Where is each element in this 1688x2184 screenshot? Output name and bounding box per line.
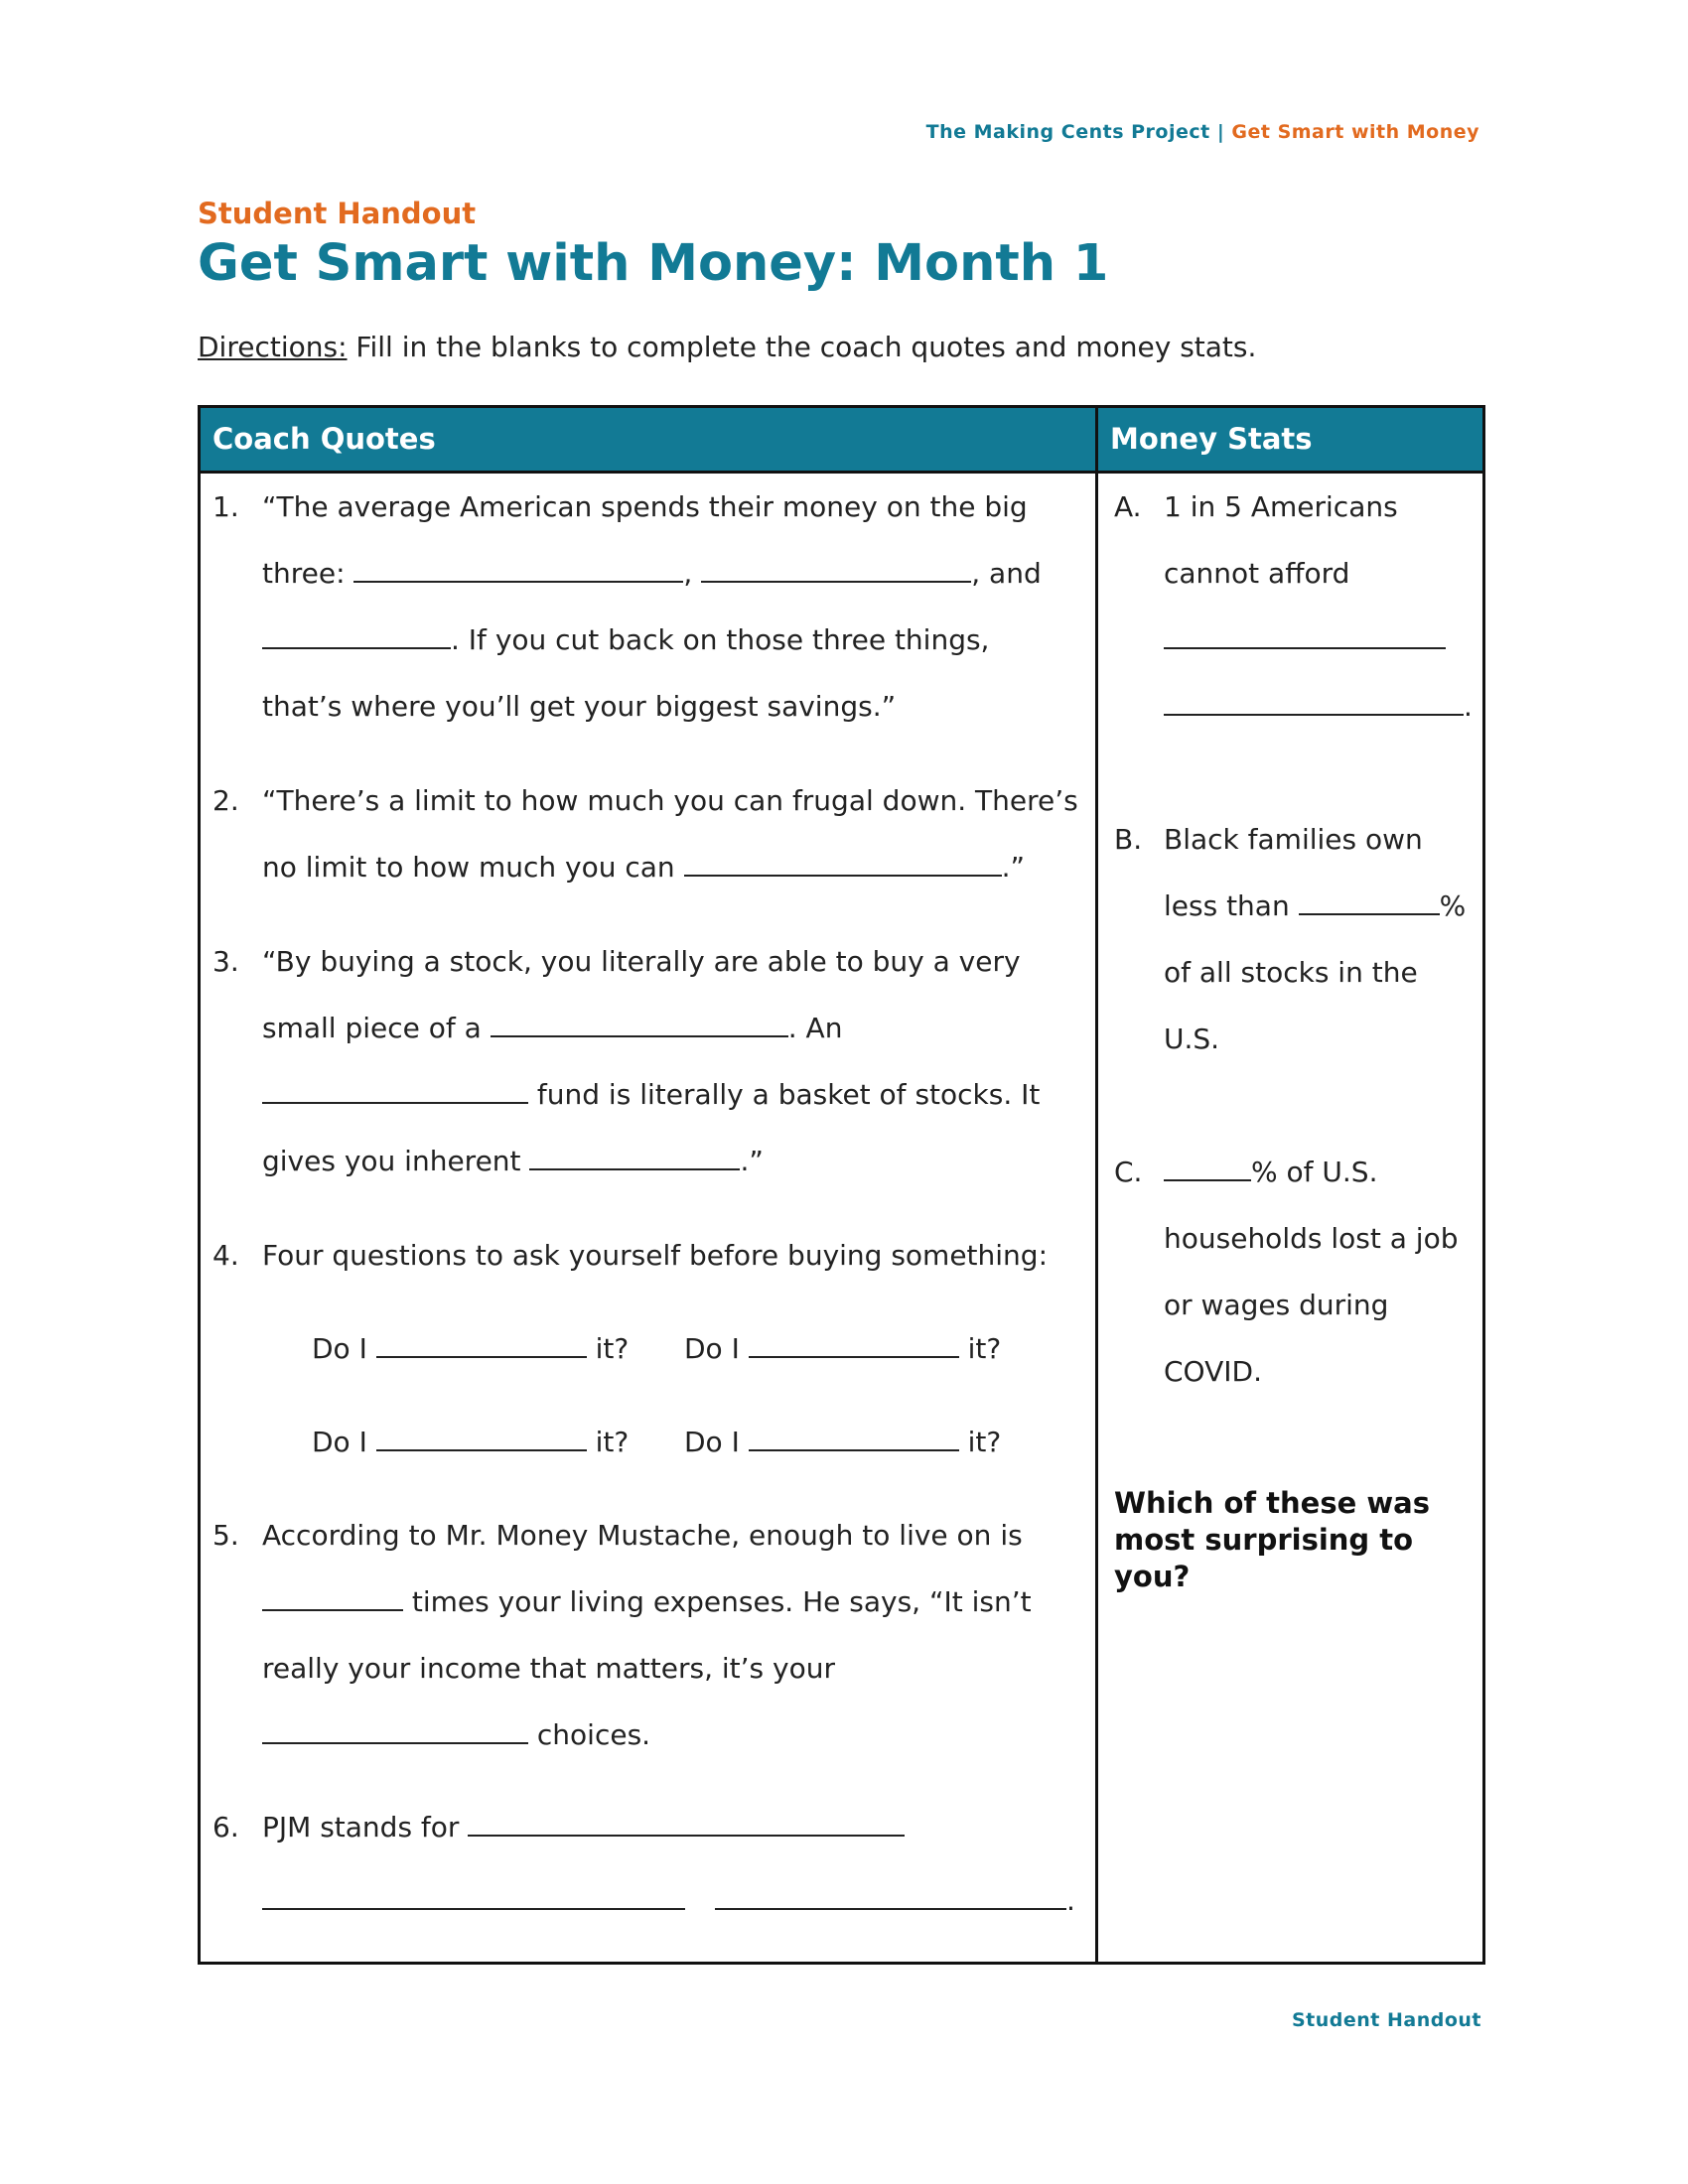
column-divider xyxy=(1095,408,1098,1962)
quote-text: it? xyxy=(958,1332,1002,1365)
stat-line: households lost a job xyxy=(1164,1222,1459,1255)
stat-line: Black families own xyxy=(1164,823,1423,856)
quote-line: “By buying a stock, you literally are able to buy a very xyxy=(262,945,1021,978)
fill-blank[interactable] xyxy=(1299,889,1440,915)
quote-text: three: xyxy=(262,557,354,590)
quote-number: 5. xyxy=(212,1519,239,1552)
quote-line xyxy=(262,1128,764,1194)
worksheet-table xyxy=(198,405,1485,1965)
fill-blank[interactable] xyxy=(701,557,971,583)
fill-blank[interactable] xyxy=(262,1718,528,1744)
quote-line: “There’s a limit to how much you can frugal down. There’s xyxy=(262,784,1078,817)
page-footer: Student Handout xyxy=(1291,2009,1481,2031)
quote-text: fund is literally a basket of stocks. It xyxy=(528,1078,1041,1111)
fill-blank[interactable] xyxy=(262,623,451,649)
fill-blank[interactable] xyxy=(376,1332,587,1358)
handout-label: Student Handout xyxy=(198,197,477,230)
quote-text: , and xyxy=(971,557,1042,590)
fill-blank[interactable] xyxy=(529,1145,740,1170)
stat-line: U.S. xyxy=(1164,1023,1220,1055)
table-header-row xyxy=(201,408,1482,474)
quote-text: it? xyxy=(586,1426,630,1458)
quote-text: .” xyxy=(740,1145,764,1177)
quote-number: 6. xyxy=(212,1811,239,1843)
coach-quotes-header: Coach Quotes xyxy=(212,422,436,456)
page-header xyxy=(926,121,1479,143)
quote-text: gives you inherent xyxy=(262,1145,530,1177)
directions-label: Directions: xyxy=(198,331,348,363)
stat-line: or wages during xyxy=(1164,1289,1389,1321)
quote-line xyxy=(262,995,842,1061)
directions-text: Fill in the blanks to complete the coach quotes and money stats. xyxy=(347,331,1257,363)
quote-number: 3. xyxy=(212,945,239,978)
quote-text: choices. xyxy=(528,1718,651,1751)
page-title: Get Smart with Money: Month 1 xyxy=(198,234,1109,293)
quote-line: that’s where you’ll get your biggest savings.” xyxy=(262,690,897,723)
quote-text: . xyxy=(1066,1884,1075,1917)
fill-blank[interactable] xyxy=(749,1426,959,1451)
quote-number: 1. xyxy=(212,490,239,523)
question-line xyxy=(684,1315,1001,1382)
fill-blank[interactable] xyxy=(1164,690,1464,716)
directions xyxy=(198,331,1256,363)
quote-text: small piece of a xyxy=(262,1012,491,1044)
stat-letter: B. xyxy=(1114,823,1143,856)
quote-text: , xyxy=(683,557,702,590)
quote-text: Do I xyxy=(312,1426,376,1458)
quote-text: .” xyxy=(1001,851,1025,884)
stat-text: % xyxy=(1439,889,1467,922)
fill-blank[interactable] xyxy=(1164,1156,1251,1181)
header-separator: | xyxy=(1209,121,1232,143)
quote-line xyxy=(262,607,989,673)
header-series: Get Smart with Money xyxy=(1231,121,1479,143)
fill-blank[interactable] xyxy=(684,851,1002,877)
stat-line xyxy=(1164,873,1466,939)
stat-letter: C. xyxy=(1114,1156,1143,1188)
fill-blank[interactable] xyxy=(262,1884,685,1910)
stat-line: of all stocks in the xyxy=(1164,956,1418,989)
fill-blank[interactable] xyxy=(1164,623,1446,649)
stat-line xyxy=(1164,673,1473,740)
fill-blank[interactable] xyxy=(468,1811,905,1837)
fill-blank[interactable] xyxy=(353,557,683,583)
quote-text: Do I xyxy=(684,1332,749,1365)
quote-line xyxy=(262,1867,1075,1934)
quote-text: . If you cut back on those three things, xyxy=(451,623,990,656)
quote-text: no limit to how much you can xyxy=(262,851,684,884)
quote-line xyxy=(262,1569,1032,1635)
quote-text: Do I xyxy=(312,1332,376,1365)
quote-number: 2. xyxy=(212,784,239,817)
quote-line: “The average American spends their money on the big xyxy=(262,490,1028,523)
fill-blank[interactable] xyxy=(491,1012,788,1037)
quote-line: Four questions to ask yourself before buying something: xyxy=(262,1239,1049,1272)
quote-text: . An xyxy=(787,1012,843,1044)
stat-line xyxy=(1164,607,1446,673)
quote-text: PJM stands for xyxy=(262,1811,469,1843)
quote-line xyxy=(262,1702,650,1768)
stat-line: COVID. xyxy=(1164,1355,1262,1388)
quote-line xyxy=(262,1794,905,1860)
stat-line xyxy=(1164,1139,1377,1205)
quote-line xyxy=(262,834,1025,900)
quote-text: Do I xyxy=(684,1426,749,1458)
stat-text: less than xyxy=(1164,889,1299,922)
quote-text: times your living expenses. He says, “It isn’t xyxy=(403,1585,1032,1618)
question-line xyxy=(684,1409,1001,1475)
question-line xyxy=(312,1409,629,1475)
stat-line: 1 in 5 Americans xyxy=(1164,490,1398,523)
stat-text: . xyxy=(1464,690,1473,723)
quote-line: According to Mr. Money Mustache, enough to live on is xyxy=(262,1519,1023,1552)
reflection-prompt: Which of these was most surprising to you? xyxy=(1114,1486,1430,1593)
stat-letter: A. xyxy=(1114,490,1142,523)
header-project: The Making Cents Project xyxy=(925,121,1210,143)
stat-text: % of U.S. xyxy=(1251,1156,1378,1188)
fill-blank[interactable] xyxy=(715,1884,1066,1910)
fill-blank[interactable] xyxy=(749,1332,959,1358)
quote-number: 4. xyxy=(212,1239,239,1272)
quote-line xyxy=(262,1061,1040,1128)
quote-line xyxy=(262,540,1042,607)
fill-blank[interactable] xyxy=(376,1426,587,1451)
question-line xyxy=(312,1315,629,1382)
fill-blank[interactable] xyxy=(262,1585,403,1611)
fill-blank[interactable] xyxy=(262,1078,528,1104)
quote-text: it? xyxy=(958,1426,1002,1458)
money-stats-header: Money Stats xyxy=(1110,422,1313,456)
quote-line: really your income that matters, it’s your xyxy=(262,1652,836,1685)
stat-line: cannot afford xyxy=(1164,557,1350,590)
quote-text: it? xyxy=(586,1332,630,1365)
